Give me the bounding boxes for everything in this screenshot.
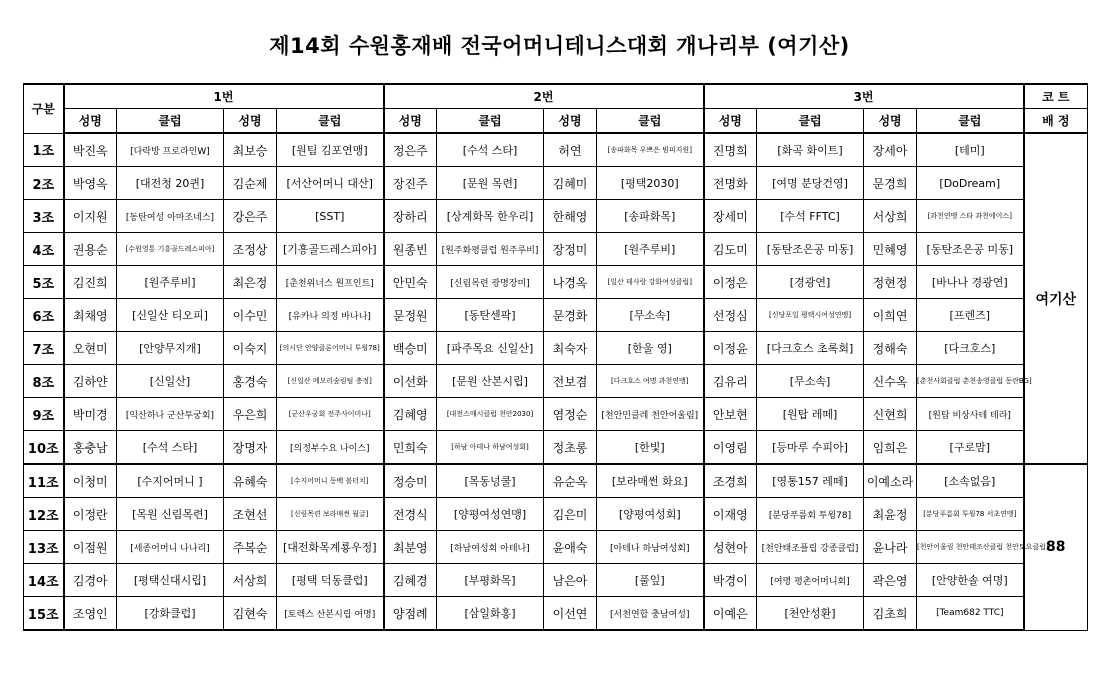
group-label: 6조 [24, 299, 64, 332]
player-name: 정승미 [384, 464, 437, 498]
table-row [24, 464, 1088, 498]
group-label: 9조 [24, 398, 64, 431]
player-name: 염정순 [544, 398, 597, 431]
player-name: 허연 [544, 133, 597, 167]
player-club: [대전청 20퀸] [117, 167, 224, 200]
player-club: [서천연합 충남여성] [597, 597, 704, 631]
player-name: 김하얀 [64, 365, 117, 398]
player-club: [양평여성연맹] [437, 498, 544, 531]
player-club: [등마루 수피아] [757, 431, 864, 465]
player-club: [Team682 TTC] [917, 597, 1024, 631]
player-club: [유카나 의정 바나나] [277, 299, 384, 332]
name-column-header: 성명 [704, 109, 757, 134]
table-row [24, 266, 1088, 299]
player-name: 양점례 [384, 597, 437, 631]
player-club: [분당푸름회 투윙78] [757, 498, 864, 531]
group-label: 10조 [24, 431, 64, 465]
player-name: 민혜영 [864, 233, 917, 266]
player-name: 박영옥 [64, 167, 117, 200]
player-club: [분당푸름회 투윙78 서초연맹] [917, 498, 1024, 531]
player-club: [수지어머니 ] [117, 464, 224, 498]
player-club: [다크호스 초록회] [757, 332, 864, 365]
group-label: 11조 [24, 464, 64, 498]
player-name: 이정란 [64, 498, 117, 531]
player-name: 선정심 [704, 299, 757, 332]
group-column-header: 구분 [24, 84, 64, 133]
player-club: [문원 목련] [437, 167, 544, 200]
player-name: 우은희 [224, 398, 277, 431]
player-club: [수석 스타] [437, 133, 544, 167]
player-name: 김은미 [544, 498, 597, 531]
player-name: 박미경 [64, 398, 117, 431]
player-name: 조경희 [704, 464, 757, 498]
player-club: [아테나 하남여성회] [597, 531, 704, 564]
player-club: [부평화목] [437, 564, 544, 597]
player-club: [원주루비] [597, 233, 704, 266]
player-club: [평택 덕동클럽] [277, 564, 384, 597]
player-name: 윤나라 [864, 531, 917, 564]
player-club: [무소속] [757, 365, 864, 398]
player-name: 이정윤 [704, 332, 757, 365]
player-name: 민희숙 [384, 431, 437, 465]
table-row [24, 365, 1088, 398]
table-row [24, 531, 1088, 564]
player-name: 최숙자 [544, 332, 597, 365]
player-name: 이수민 [224, 299, 277, 332]
player-name: 강은주 [224, 200, 277, 233]
player-club: [구로맘] [917, 431, 1024, 465]
player-club: [강화클럽] [117, 597, 224, 631]
player-club: [신일산 티오피] [117, 299, 224, 332]
player-club: [세종어머니 나나리] [117, 531, 224, 564]
player-name: 정은주 [384, 133, 437, 167]
player-club: [서산어머니 대산] [277, 167, 384, 200]
table-row [24, 398, 1088, 431]
player-name: 나경옥 [544, 266, 597, 299]
player-club: [평택2030] [597, 167, 704, 200]
player-club: [무소속] [597, 299, 704, 332]
player-name: 김경아 [64, 564, 117, 597]
player-club: [춘천사회클럽 춘천송영클럽 동란BG] [917, 365, 1024, 398]
group-label: 15조 [24, 597, 64, 631]
player-club: [동탄조은공 미동] [757, 233, 864, 266]
player-club: [군산우궁회 전주사이미나] [277, 398, 384, 431]
player-name: 신현희 [864, 398, 917, 431]
player-club: [신당포일 평택시여성연맹] [757, 299, 864, 332]
player-club: [하남여성회 아테나] [437, 531, 544, 564]
player-name: 장하리 [384, 200, 437, 233]
player-club: [의시단 안양클론어머니 투윙78] [277, 332, 384, 365]
player-name: 오현미 [64, 332, 117, 365]
group-label: 2조 [24, 167, 64, 200]
player-name: 김혜경 [384, 564, 437, 597]
table-row [24, 200, 1088, 233]
player-club: [수석 FFTC] [757, 200, 864, 233]
player-club: [SST] [277, 200, 384, 233]
player-name: 진명희 [704, 133, 757, 167]
player-name: 안보현 [704, 398, 757, 431]
player-club: [원주루비] [117, 266, 224, 299]
player-name: 박진옥 [64, 133, 117, 167]
player-name: 홍충남 [64, 431, 117, 465]
player-club: [경광연] [757, 266, 864, 299]
player-name: 이예은 [704, 597, 757, 631]
player-name: 장세미 [704, 200, 757, 233]
player-club: [춘천위너스 원프인트] [277, 266, 384, 299]
player-name: 전명화 [704, 167, 757, 200]
player-name: 정현정 [864, 266, 917, 299]
player-name: 이지원 [64, 200, 117, 233]
page-title: 제14회 수원홍재배 전국어머니테니스대회 개나리부 (여기산) [269, 34, 850, 58]
player-club: [동탄조은공 미동] [917, 233, 1024, 266]
player-name: 이정은 [704, 266, 757, 299]
player-name: 조영인 [64, 597, 117, 631]
table-row [24, 233, 1088, 266]
player-name: 곽은영 [864, 564, 917, 597]
player-name: 이숙지 [224, 332, 277, 365]
player-name: 김진희 [64, 266, 117, 299]
player-club: [양평여성회] [597, 498, 704, 531]
player-name: 이희연 [864, 299, 917, 332]
player-club: [안양무지개] [117, 332, 224, 365]
player-name: 김혜미 [544, 167, 597, 200]
table-row [24, 167, 1088, 200]
player-name: 유혜숙 [224, 464, 277, 498]
club-column-header: 클럽 [277, 109, 384, 134]
player-club: [여명 평촌어머니회] [757, 564, 864, 597]
player-name: 성현아 [704, 531, 757, 564]
player-club: [천안민클레 천안어울림] [597, 398, 704, 431]
player-name: 최윤정 [864, 498, 917, 531]
club-column-header: 클럽 [437, 109, 544, 134]
player-name: 이재영 [704, 498, 757, 531]
player-club: [여명 분당건영] [757, 167, 864, 200]
player-club: [원탑 레떼] [757, 398, 864, 431]
player-club: [풀잎] [597, 564, 704, 597]
player-name: 이예소라 [864, 464, 917, 498]
player-club: [원팀 김포연맹] [277, 133, 384, 167]
player-club: [수원영통 기흥골드레스피아] [117, 233, 224, 266]
player-name: 김현숙 [224, 597, 277, 631]
player-club: [천안성환] [757, 597, 864, 631]
court-assignment: 88 [1024, 464, 1088, 630]
player-club: [화곡 화이트] [757, 133, 864, 167]
player-name: 문경희 [864, 167, 917, 200]
court-header-line1: 코 트 [1024, 84, 1088, 109]
player-name: 최분영 [384, 531, 437, 564]
name-column-header: 성명 [384, 109, 437, 134]
section-header-2: 2번 [384, 84, 704, 109]
group-label: 8조 [24, 365, 64, 398]
player-name: 이선화 [384, 365, 437, 398]
name-column-header: 성명 [864, 109, 917, 134]
player-name: 장명자 [224, 431, 277, 465]
player-name: 홍경숙 [224, 365, 277, 398]
table-row [24, 498, 1088, 531]
player-name: 원종빈 [384, 233, 437, 266]
player-name: 박경이 [704, 564, 757, 597]
player-club: [대전스매시클럽 천안2030] [437, 398, 544, 431]
group-label: 5조 [24, 266, 64, 299]
player-name: 임희은 [864, 431, 917, 465]
player-club: [파주목요 신일산] [437, 332, 544, 365]
player-club: [송파화목] [597, 200, 704, 233]
table-row [24, 431, 1088, 465]
club-column-header: 클럽 [117, 109, 224, 134]
player-club: [익산하나 군산투궁회] [117, 398, 224, 431]
player-club: [원탑 비상사테 테라] [917, 398, 1024, 431]
player-club: [신림목련 광명장미] [437, 266, 544, 299]
table-row [24, 564, 1088, 597]
player-club: [신림목련 보라매썬 월글] [277, 498, 384, 531]
player-club: [한울 영] [597, 332, 704, 365]
player-club: [테미] [917, 133, 1024, 167]
club-column-header: 클럽 [917, 109, 1024, 134]
player-name: 안민숙 [384, 266, 437, 299]
player-name: 정해숙 [864, 332, 917, 365]
player-name: 권용순 [64, 233, 117, 266]
player-name: 이점원 [64, 531, 117, 564]
court-assignment: 여기산 [1024, 133, 1088, 464]
player-club: [영통157 레떼] [757, 464, 864, 498]
player-name: 최채영 [64, 299, 117, 332]
player-club: [원주화평클럽 원주루비] [437, 233, 544, 266]
group-label: 14조 [24, 564, 64, 597]
player-name: 조정상 [224, 233, 277, 266]
player-club: [상계화목 한우리] [437, 200, 544, 233]
player-name: 이청미 [64, 464, 117, 498]
player-club: [목동넝쿨] [437, 464, 544, 498]
player-name: 백승미 [384, 332, 437, 365]
player-club: [하남 아테나 하남여성회] [437, 431, 544, 465]
player-name: 장정미 [544, 233, 597, 266]
player-name: 서상희 [224, 564, 277, 597]
player-name: 윤애숙 [544, 531, 597, 564]
player-club: [천안태조플립 강종클럽] [757, 531, 864, 564]
player-name: 김유리 [704, 365, 757, 398]
player-club: [삼일화홍] [437, 597, 544, 631]
player-club: [다락방 프로라인W] [117, 133, 224, 167]
player-club: [한빛] [597, 431, 704, 465]
player-name: 서상희 [864, 200, 917, 233]
player-name: 김혜영 [384, 398, 437, 431]
player-club: [보라매썬 화요] [597, 464, 704, 498]
player-club: [바나나 경광연] [917, 266, 1024, 299]
player-name: 한해영 [544, 200, 597, 233]
player-name: 유순옥 [544, 464, 597, 498]
player-club: [기흥골드레스피아] [277, 233, 384, 266]
player-name: 전경식 [384, 498, 437, 531]
player-name: 문정원 [384, 299, 437, 332]
player-name: 조현선 [224, 498, 277, 531]
player-club: [동탄센팍] [437, 299, 544, 332]
player-name: 남은아 [544, 564, 597, 597]
player-name: 이선연 [544, 597, 597, 631]
player-club: [수지어머니 동백 볼터치] [277, 464, 384, 498]
club-column-header: 클럽 [757, 109, 864, 134]
section-header-1: 1번 [64, 84, 384, 109]
player-name: 장세아 [864, 133, 917, 167]
player-name: 전보겸 [544, 365, 597, 398]
player-club: [목원 신림목련] [117, 498, 224, 531]
player-club: [프렌즈] [917, 299, 1024, 332]
court-header-line2: 배 정 [1024, 109, 1088, 134]
name-column-header: 성명 [224, 109, 277, 134]
player-club: [문원 산본시립] [437, 365, 544, 398]
group-label: 4조 [24, 233, 64, 266]
player-club: [토렉스 산본시립 여명] [277, 597, 384, 631]
player-club: [과천연맹 스타 과천에이스] [917, 200, 1024, 233]
player-club: [안양한솔 여명] [917, 564, 1024, 597]
group-label: 3조 [24, 200, 64, 233]
name-column-header: 성명 [544, 109, 597, 134]
player-name: 최은정 [224, 266, 277, 299]
player-club: [천안어울림 천안태조산클럽 천안토요클럽] [917, 531, 1024, 564]
player-club: [일산 테사랑 강화여성클럽] [597, 266, 704, 299]
section-header-3: 3번 [704, 84, 1024, 109]
table-row [24, 133, 1088, 167]
player-club: [대전화목계룡우정] [277, 531, 384, 564]
group-label: 12조 [24, 498, 64, 531]
bracket-table [23, 83, 1088, 631]
player-club: [신일산 메모리숲림팀 충정] [277, 365, 384, 398]
group-label: 1조 [24, 133, 64, 167]
player-club: [DoDream] [917, 167, 1024, 200]
name-column-header: 성명 [64, 109, 117, 134]
group-label: 7조 [24, 332, 64, 365]
player-name: 이영림 [704, 431, 757, 465]
player-name: 김초희 [864, 597, 917, 631]
player-club: [동탄여성 아마조네스] [117, 200, 224, 233]
player-name: 김순제 [224, 167, 277, 200]
player-club: [소속없음] [917, 464, 1024, 498]
player-club: [수석 스타] [117, 431, 224, 465]
player-name: 김도미 [704, 233, 757, 266]
table-row [24, 332, 1088, 365]
player-club: [신일산] [117, 365, 224, 398]
player-name: 정초롱 [544, 431, 597, 465]
player-club: [의정부수요 나이스] [277, 431, 384, 465]
table-row [24, 597, 1088, 631]
player-club: [다크호스 여명 과천연맹] [597, 365, 704, 398]
player-club: [송파화목 우쁘은 빔피지원] [597, 133, 704, 167]
club-column-header: 클럽 [597, 109, 704, 134]
player-name: 문경화 [544, 299, 597, 332]
table-row [24, 299, 1088, 332]
player-name: 장진주 [384, 167, 437, 200]
group-label: 13조 [24, 531, 64, 564]
player-name: 최보승 [224, 133, 277, 167]
player-name: 신수옥 [864, 365, 917, 398]
player-club: [평택신대시립] [117, 564, 224, 597]
player-club: [다크호스] [917, 332, 1024, 365]
player-name: 주복순 [224, 531, 277, 564]
